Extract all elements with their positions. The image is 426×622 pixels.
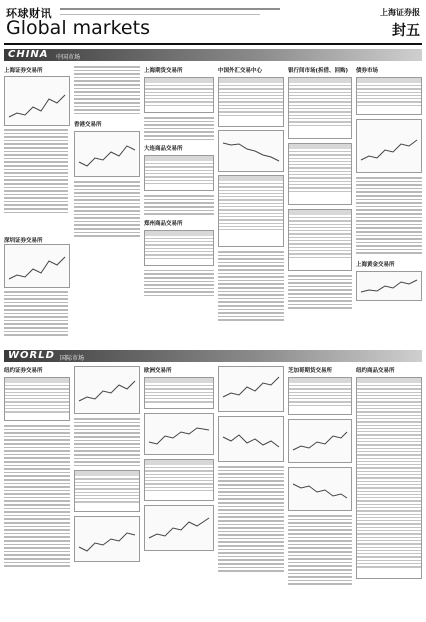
column-head-nyse: 纽约证券交易所 — [4, 368, 43, 374]
world-chart-4a — [218, 366, 284, 412]
world-chart-4b-svg — [219, 417, 283, 461]
world-bar-sub: 国际市场 — [60, 355, 85, 362]
sse-chart-line — [9, 95, 65, 117]
column-head-nymex: 纽约商品交易所 — [356, 368, 395, 374]
world-chart-4a-line — [223, 377, 279, 397]
bond-table — [356, 77, 422, 115]
gold-chart-svg — [357, 272, 421, 300]
szse-chart-line — [9, 257, 65, 279]
section-title: Global markets — [6, 17, 150, 39]
world-bar-label: WORLD — [8, 350, 55, 361]
page-number: 封五 — [392, 23, 420, 39]
column-world-2 — [74, 366, 140, 616]
sse-chart-svg — [5, 77, 69, 125]
fx-article — [218, 251, 284, 321]
fx-chart-svg — [219, 131, 283, 171]
column-nyse — [4, 366, 70, 616]
column-head-sse: 上海证券交易所 — [4, 68, 43, 74]
china-columns — [4, 66, 422, 346]
column-sse — [4, 66, 70, 346]
gold-chart — [356, 271, 422, 301]
nymex-table — [356, 377, 422, 579]
gold-chart-line — [361, 280, 417, 292]
newspaper-name: 上海证券报 — [380, 8, 420, 17]
world-chart-2-svg — [75, 517, 139, 561]
cbot-table — [288, 377, 352, 415]
shfe-table — [144, 77, 214, 113]
bond-chart-svg — [357, 120, 421, 172]
world-chart-1-svg — [75, 367, 139, 413]
shfe-article — [144, 117, 214, 140]
hkex-chart-svg — [75, 132, 139, 176]
cbot-chart — [288, 419, 352, 463]
euronext-chart-line — [149, 428, 209, 444]
column-bond — [356, 66, 422, 346]
cbot-article — [288, 515, 352, 585]
bond-chart-line — [361, 140, 417, 160]
euronext-chart — [144, 413, 214, 455]
cbot-chart-2-svg — [289, 468, 351, 510]
sse-article — [4, 129, 68, 215]
euronext-table-2 — [144, 459, 214, 501]
column-head-cfets: 中国外汇交易中心 — [218, 68, 263, 74]
column-head-shfe: 上海期货交易所 — [144, 68, 183, 74]
column-head-bond: 债券市场 — [356, 68, 379, 74]
zce-article — [144, 270, 214, 297]
fx-chart-line — [223, 143, 279, 161]
china-section-bar — [4, 49, 422, 61]
world-chart-4b — [218, 416, 284, 462]
dce-table — [144, 155, 214, 191]
fx-chart — [218, 130, 284, 172]
hkex-index-chart — [74, 131, 140, 177]
column-head-szse: 深圳证券交易所 — [4, 238, 43, 244]
bond-chart — [356, 119, 422, 173]
column-head-cbot: 芝加哥期货交易所 — [288, 368, 333, 374]
world-section-bar — [4, 350, 422, 362]
euronext-table — [144, 377, 214, 409]
world-table-2 — [74, 470, 140, 512]
euronext-chart-2 — [144, 505, 214, 551]
world-article-4 — [218, 466, 284, 572]
hkex-chart-line — [79, 146, 135, 166]
world-chart-4a-svg — [219, 367, 283, 411]
szse-article — [4, 291, 68, 338]
fx-rate-table — [218, 77, 284, 127]
world-article-2 — [74, 418, 140, 466]
masthead-rule — [4, 43, 422, 45]
column-cbot — [288, 366, 352, 616]
szse-index-chart — [4, 244, 70, 288]
column-euronext — [144, 366, 214, 616]
dce-article — [144, 195, 214, 215]
column-head-hkex: 香港交易所 — [74, 122, 102, 129]
masthead-brand: 环球财讯 — [6, 7, 52, 20]
world-chart-2-line — [79, 533, 135, 551]
world-chart-1-line — [79, 381, 135, 401]
bond-article — [356, 177, 422, 254]
cbot-chart-line — [293, 432, 347, 450]
interbank-table-3 — [288, 209, 352, 271]
column-interbank — [288, 66, 352, 346]
column-commodities — [144, 66, 214, 346]
zce-table — [144, 230, 214, 266]
fx-table-2 — [218, 175, 284, 247]
hkex-article — [74, 181, 140, 237]
euronext-chart-svg — [145, 414, 213, 454]
column-head-sge: 上海黄金交易所 — [356, 262, 395, 269]
column-world-4 — [218, 366, 284, 616]
column-text-2 — [74, 66, 140, 346]
interbank-table-1 — [288, 77, 352, 139]
column-head-euronext: 欧洲交易所 — [144, 368, 172, 374]
world-chart-4b-line — [223, 435, 279, 447]
world-chart-1 — [74, 366, 140, 414]
euronext-chart-2-svg — [145, 506, 213, 550]
nyse-table — [4, 377, 70, 421]
column-head-zce: 郑州商品交易所 — [144, 220, 183, 227]
szse-chart-svg — [5, 245, 69, 287]
column-fx — [218, 66, 284, 346]
column-nymex — [356, 366, 422, 616]
interbank-article — [288, 275, 352, 309]
interbank-table-2 — [288, 143, 352, 205]
euronext-chart-2-line — [149, 518, 209, 538]
world-columns — [4, 366, 422, 616]
cbot-chart-2-line — [293, 484, 347, 498]
cbot-chart-svg — [289, 420, 351, 462]
china-bar-label: CHINA — [8, 49, 49, 60]
cbot-chart-2 — [288, 467, 352, 511]
world-chart-2 — [74, 516, 140, 562]
sse-index-chart — [4, 76, 70, 126]
column-head-dce: 大连商品交易所 — [144, 146, 183, 153]
china-bar-sub: 中国市场 — [56, 54, 81, 61]
nyse-article — [4, 425, 70, 567]
column-head-interbank: 银行间市场(拆借、回购) — [288, 68, 349, 74]
